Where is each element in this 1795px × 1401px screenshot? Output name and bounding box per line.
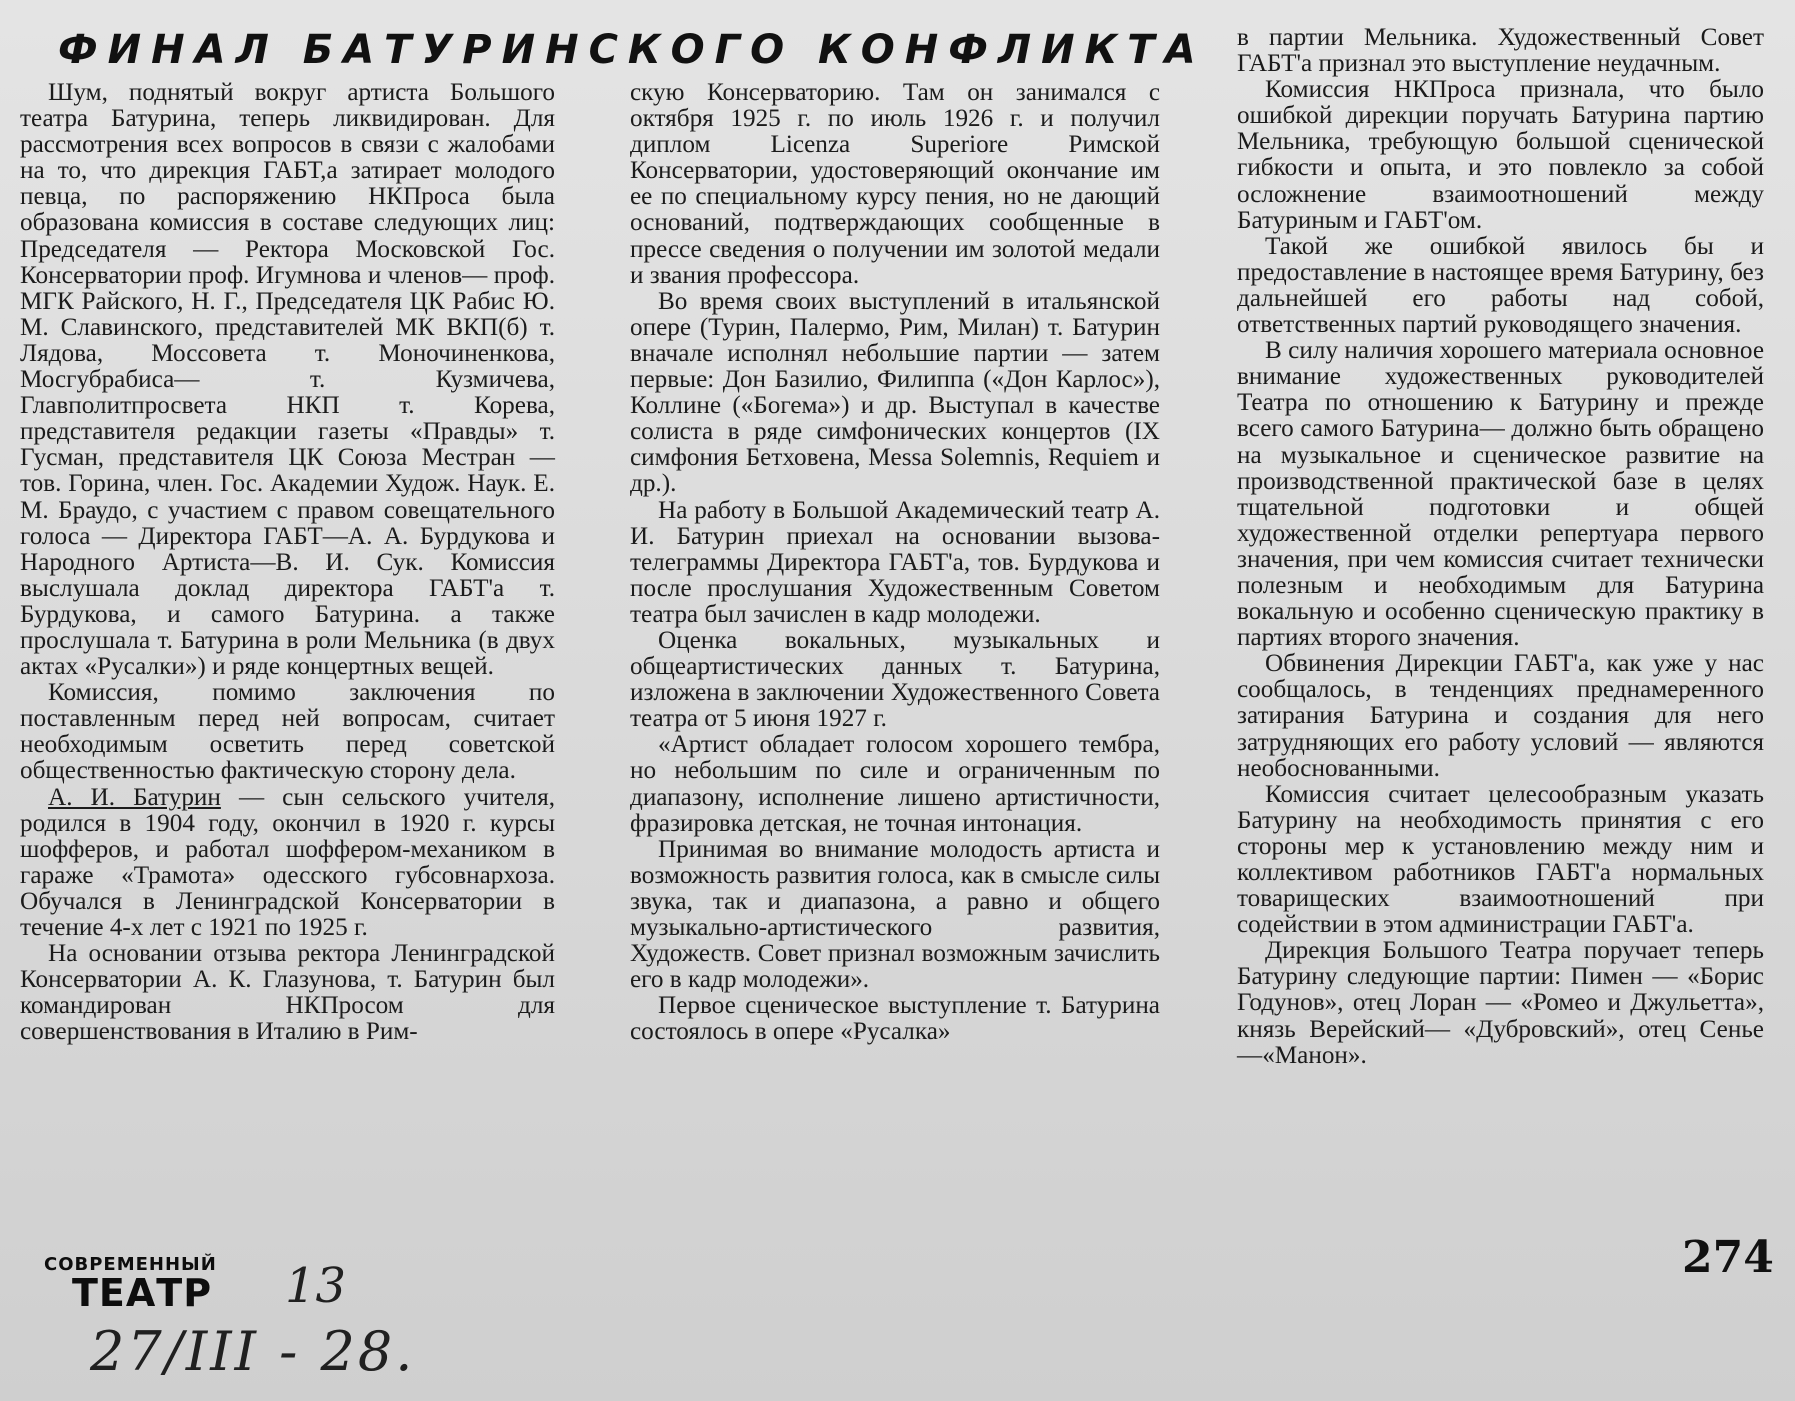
paragraph-text: — сын сельского учителя, родился в 1904 году, окончил в 1920 г. курсы шофферов, и работал шоффером-механиком в гараже «Трамота» одесского губсовнархоза. Обучался в Ленинградской Консерватории в течение 4-х лет с 1921 по 1925 г. (20, 783, 555, 941)
paragraph: Комиссия считает целесообразным указать Батурину на необходимость принятия с его стороны мер к установлению между ним и коллективом работников ГАБТ'а нормальных товарищеских взаимоотношений при содействии в этом администрации ГАБТ'а. (1237, 780, 1764, 939)
paragraph: Дирекция Большого Театра поручает теперь Батурину следующие партии: Пимен — «Борис Годунов», отец Лоран — «Ромео и Джульетта», князь Верейский— «Дубровский», отец Сенье—«Манон». (1237, 937, 1764, 1069)
paragraph-quote: «Артист обладает голосом хорошего тембра, но небольшим по силе и ограниченным по диапазону, исполнение лишено артистичности, фразировка детская, не точная интонация. (630, 731, 1160, 837)
article-column-2 (630, 80, 1160, 1045)
paragraph: Обвинения Дирекции ГАБТ'а, как уже у нас сообщалось, в тенденциях преднамеренного затирания Батурина и создания для него затрудняющих его работу условий — являются необоснованными. (1237, 650, 1764, 782)
article-headline: ФИНАЛ БАТУРИНСКОГО КОНФЛИКТА (58, 27, 1206, 73)
paragraph-quote: Принимая во внимание молодость артиста и возможность развития голоса, как в смысле силы звука, так и диапазона, а равно и общего музыкально-артистического развития, Художеств. Совет признал возможным зачислить его в кадр молодежи». (630, 835, 1160, 994)
paragraph-baturin-bio (20, 785, 555, 942)
article-column-1 (20, 80, 555, 1045)
paragraph: Шум, поднятый вокруг артиста Большого театра Батурина, теперь ликвидирован. Для рассмотрения всех вопросов в связи с жалобами на то, что дирекция ГАБТ,а затирает молодого певца, по распоряжению НКПроса была образована комиссия в составе следующих лиц: Председателя — Ректора Московской Гос. Консерватории проф. Игумнова и членов— проф. МГК Райского, Н. Г., Председателя ЦК Рабис Ю. М. Славинского, представителей МК ВКП(б) т. Лядова, Моссовета т. Моночиненкова, Мосгубрабиса— т. Кузмичева, Главполитпросвета НКП т. Корева, представителя редакции газеты «Правды» т. Гусман, представителя ЦК Союза Местран — тов. Горина, член. Гос. Академии Худож. Наук. Е. М. Браудо, с участием с правом совещательного голоса — Директора ГАБТ—А. А. Бурдукова и Народного Артиста—В. И. Сук. Комиссия выслушала доклад директора ГАБТ'а т. Бурдукова, и самого Батурина. а также прослушала т. Батурина в роли Мельника (в двух актах «Русалки») и ряде концертных вещей. (20, 79, 555, 681)
paragraph: Комиссия, помимо заключения по поставленным перед ней вопросам, считает необходимым осветить перед советской общественностью фактическую сторону дела. (20, 679, 555, 785)
paragraph: На работу в Большой Академический театр А. И. Батурин приехал на основании вызова-телеграммы Директора ГАБТ'а, тов. Бурдукова и после прослушания Художественным Советом театра был зачислен в кадр молодежи. (630, 496, 1160, 628)
handwritten-date: 27/III - 28. (90, 1320, 416, 1383)
masthead-line-1: СОВРЕМЕННЫЙ (44, 1254, 217, 1275)
underlined-name: А. И. Батурин (48, 783, 221, 811)
paragraph: Во время своих выступлений в итальянской опере (Турин, Палермо, Рим, Милан) т. Батурин вначале исполнял небольшие партии — затем первые: Дон Базилио, Филиппа («Дон Карлос»), Коллине («Богема») и др. Выступал в качестве солиста в ряде симфонических концертов (IX симфония Бетховена, Messa Solemnis, Requiem и др.). (630, 287, 1160, 498)
paragraph: Такой же ошибкой явилось бы и предоставление в настоящее время Батурину, без дальнейшей его работы над собой, ответственных партий руководящего значения. (1237, 232, 1764, 339)
paragraph-continued: скую Консерваторию. Там он занимался с октября 1925 г. по июль 1926 г. и получил диплом Licenza Superiore Римской Консерватории, удостоверяющий окончание им ее по специальному курсу пения, но не дающий оснований, подтверждающих сообщенные в прессе сведения о получении им золотой медали и звания профессора. (630, 79, 1160, 289)
paragraph: На основании отзыва ректора Ленинградской Консерватории А. К. Глазунова, т. Батурин был командирован НКПросом для совершенствования в Италию в Рим- (20, 940, 555, 1046)
paragraph: Первое сценическое выступление т. Батурина состоялось в опере «Русалка» (630, 992, 1160, 1046)
journal-masthead-logo (44, 1254, 264, 1315)
paragraph: Оценка вокальных, музыкальных и общеартистических данных т. Батурина, изложена в заключении Художественного Совета театра от 5 июня 1927 г. (630, 626, 1160, 733)
masthead-line-2: ТЕАТР (72, 1271, 213, 1315)
paragraph-continued: в партии Мельника. Художественный Совет ГАБТ'а признал это выступление неудачным. (1237, 24, 1764, 78)
handwritten-issue-number: 13 (285, 1258, 347, 1314)
paragraph: Комиссия НКПроса признала, что было ошибкой дирекции поручать Батурина партию Мельника, требующую большой сценической гибкости и опыта, и это повлекло за собой осложнение взаимоотношений между Батуриным и ГАБТ'ом. (1237, 76, 1764, 234)
article-column-3 (1237, 25, 1764, 1069)
page-number: 274 (1682, 1232, 1774, 1283)
paragraph: В силу наличия хорошего материала основное внимание художественных руководителей Театра по отношению к Батурину и прежде всего самого Батурина— должно быть обращено на музыкальное и сценическое развитие на производственной практической базе в целях тщательной подготовки и общей художественной отделки репертуара первого значения, при чем комиссия считает технически полезным и необходимым для Батурина вокальную и особенно сценическую практику в партиях второго значения. (1237, 337, 1764, 652)
